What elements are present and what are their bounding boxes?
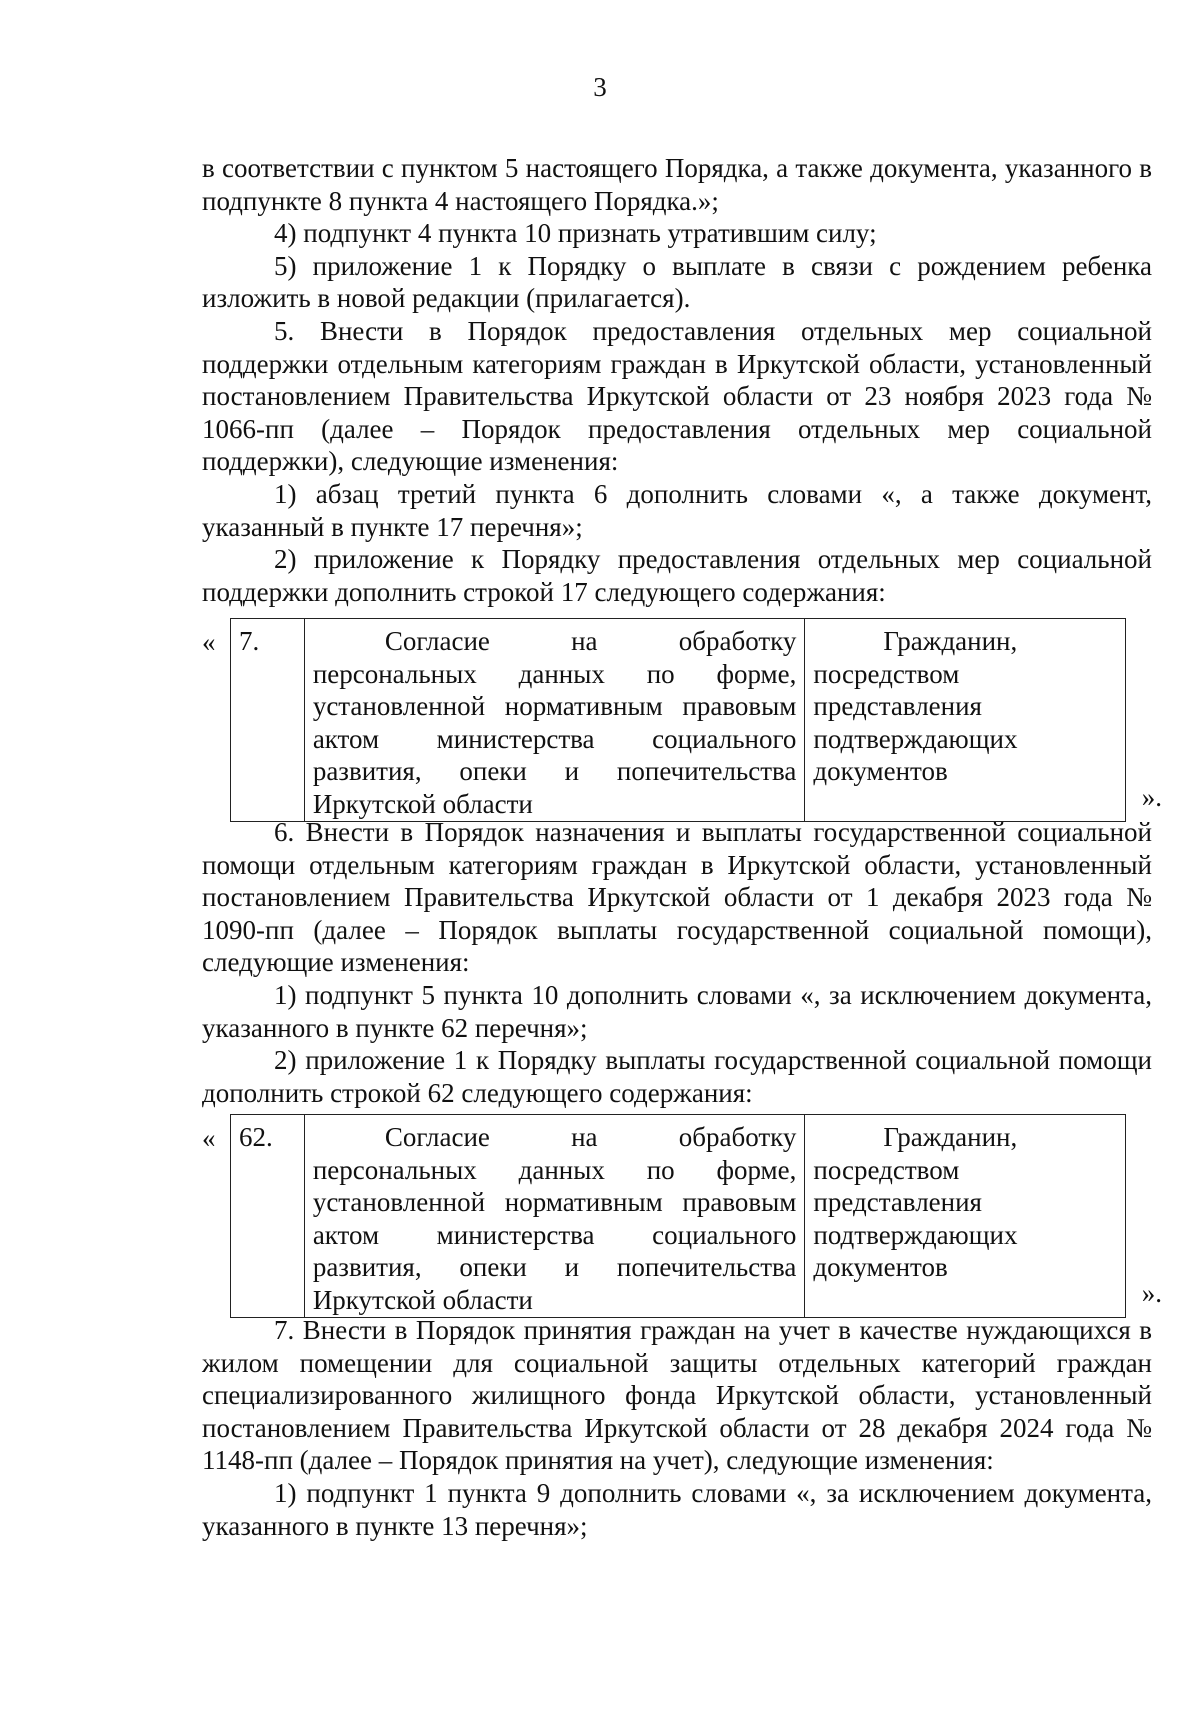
close-quote: ». bbox=[1141, 1278, 1162, 1309]
document-line: актом министерства социального bbox=[312, 723, 797, 754]
paragraph: 2) приложение к Порядку предоставления отдельных мер социальной поддержки дополнить строкой 17 следующего содержания: bbox=[202, 544, 1152, 607]
paragraph: 1) абзац третий пункта 6 дополнить словами «, а также документ, указанный в пункте 17 перечня»; bbox=[202, 478, 1152, 542]
document-line: установленной нормативным правовым bbox=[312, 691, 797, 722]
paragraph: 5) приложение 1 к Порядку о выплате в связи с рождением ребенка изложить в новой редакции (прилагается). bbox=[202, 250, 1152, 314]
paragraph: в соответствии с пунктом 5 настоящего Порядка, а также документа, указанного в подпункте 8 пункта 4 настоящего Порядка.»; bbox=[202, 153, 1152, 216]
table-row bbox=[231, 1115, 1126, 1318]
method-line: Гражданин, bbox=[883, 626, 1018, 656]
method-line: документов bbox=[813, 1252, 948, 1283]
document-line: персональных данных по форме, bbox=[312, 658, 797, 689]
method-line: представления bbox=[813, 1187, 982, 1218]
paragraph: 6. Внести в Порядок назначения и выплаты государственной социальной помощи отдельным категориям граждан в Иркутской области, установленный постановлением Правительства Иркутской области от 1 декабря 2023 года № 1090-пп (далее – Порядок выплаты государственной социальной помощи), следующие изменения: bbox=[202, 817, 1152, 978]
document-line: развития, опеки и попечительства bbox=[312, 756, 797, 787]
table-row bbox=[231, 619, 1126, 822]
page-number: 3 bbox=[593, 72, 607, 102]
document-line: Иркутской области bbox=[312, 1284, 533, 1315]
text-block-middle bbox=[202, 816, 1152, 1109]
text-block-top bbox=[202, 152, 1152, 608]
method-line: подтверждающих bbox=[813, 1219, 1018, 1250]
method-line: посредством bbox=[813, 658, 960, 689]
row-number: 62. bbox=[239, 1122, 273, 1152]
paragraph: 4) подпункт 4 пункта 10 признать утратившим силу; bbox=[274, 218, 877, 249]
method-line: Гражданин, bbox=[883, 1122, 1018, 1152]
paragraph: 5. Внести в Порядок предоставления отдельных мер социальной поддержки отдельным категориям граждан в Иркутской области, установленный постановлением Правительства Иркутской области от 23 ноября 2023 года № 1066-пп (далее – Порядок предоставления отдельных мер социальной поддержки), следующие изменения: bbox=[202, 315, 1152, 477]
method-cell bbox=[805, 619, 1126, 822]
document-line: Согласие на обработку bbox=[384, 626, 797, 656]
document-line: развития, опеки и попечительства bbox=[312, 1252, 797, 1283]
row-number-cell bbox=[231, 619, 305, 822]
insert-table-2 bbox=[202, 1114, 1162, 1315]
table bbox=[230, 1114, 1126, 1318]
text-block-bottom bbox=[202, 1314, 1152, 1542]
paragraph: 1) подпункт 1 пункта 9 дополнить словами «, за исключением документа, указанного в пункте 13 перечня»; bbox=[202, 1477, 1152, 1541]
method-line: посредством bbox=[813, 1154, 960, 1185]
method-line: представления bbox=[813, 691, 982, 722]
paragraph: 2) приложение 1 к Порядку выплаты государственной социальной помощи дополнить строкой 62 следующего содержания: bbox=[202, 1045, 1152, 1108]
open-quote: « bbox=[202, 1123, 216, 1153]
document-line: персональных данных по форме, bbox=[312, 1154, 797, 1185]
document-line: Согласие на обработку bbox=[384, 1122, 797, 1152]
close-quote: ». bbox=[1141, 782, 1162, 813]
table bbox=[230, 618, 1126, 822]
method-line: документов bbox=[813, 756, 948, 787]
method-cell bbox=[805, 1115, 1126, 1318]
document-cell bbox=[304, 1115, 805, 1318]
document-cell bbox=[304, 619, 805, 822]
row-number-cell bbox=[231, 1115, 305, 1318]
method-line: подтверждающих bbox=[813, 723, 1018, 754]
insert-table-1 bbox=[202, 618, 1162, 819]
open-quote: « bbox=[202, 627, 216, 657]
document-line: Иркутской области bbox=[312, 788, 533, 819]
document-line: актом министерства социального bbox=[312, 1219, 797, 1250]
document-line: установленной нормативным правовым bbox=[312, 1187, 797, 1218]
paragraph: 1) подпункт 5 пункта 10 дополнить словами «, за исключением документа, указанного в пункте 62 перечня»; bbox=[202, 979, 1152, 1043]
row-number: 7. bbox=[239, 626, 260, 656]
paragraph: 7. Внести в Порядок принятия граждан на учет в качестве нуждающихся в жилом помещении для социальной защиты отдельных категорий граждан специализированного жилищного фонда Иркутской области, установленный постановлением Правительства Иркутской области от 28 декабря 2024 года № 1148-пп (далее – Порядок принятия на учет), следующие изменения: bbox=[202, 1315, 1152, 1476]
